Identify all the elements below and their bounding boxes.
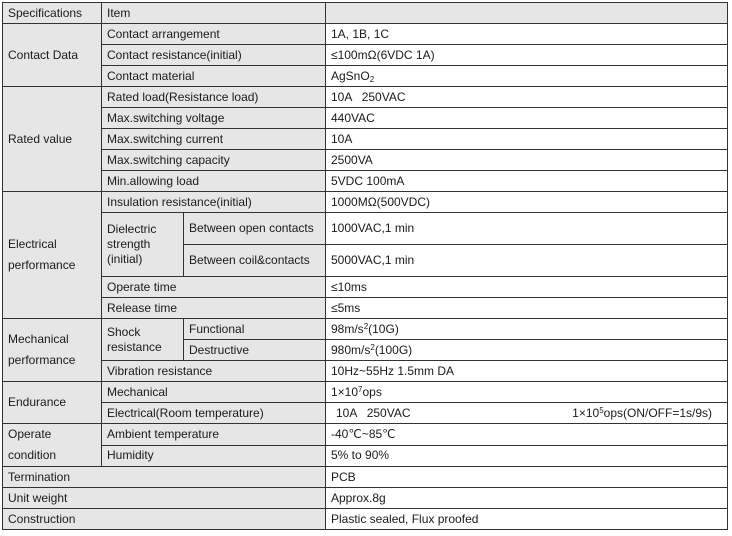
item-endurance-mechanical: Mechanical bbox=[102, 382, 326, 403]
table-row bbox=[3, 467, 728, 488]
header-item: Item bbox=[102, 3, 326, 24]
table-row bbox=[3, 66, 728, 87]
subgroup-label-line: (initial) bbox=[107, 252, 143, 266]
value-termination: PCB bbox=[326, 467, 728, 488]
value-tail: (10G) bbox=[368, 321, 399, 336]
value-shock-functional bbox=[326, 319, 728, 340]
group-label-line: performance bbox=[8, 353, 76, 367]
value-main: 98m/s bbox=[331, 321, 364, 336]
subgroup-label-line: resistance bbox=[107, 339, 162, 354]
value-superscript: 5 bbox=[599, 405, 604, 415]
value-unit-weight: Approx.8g bbox=[326, 488, 728, 509]
value-release-time: ≤5ms bbox=[326, 298, 728, 319]
table-row bbox=[3, 277, 728, 298]
group-operate-condition bbox=[3, 424, 102, 467]
group-label-line: Operate bbox=[8, 427, 52, 441]
table-row bbox=[3, 319, 728, 340]
value-shock-destructive bbox=[326, 340, 728, 361]
value-vibration-resistance: 10Hz~55Hz 1.5mm DA bbox=[326, 361, 728, 382]
item-humidity: Humidity bbox=[102, 445, 326, 467]
value-construction: Plastic sealed, Flux proofed bbox=[326, 509, 728, 530]
value-contact-resistance: ≤100mΩ(6VDC 1A) bbox=[326, 45, 728, 66]
value-main: 980m/s bbox=[331, 342, 371, 357]
header-specifications: Specifications bbox=[3, 3, 102, 24]
table-row bbox=[3, 45, 728, 66]
item-rated-load: Rated load(Resistance load) bbox=[102, 87, 326, 108]
table-row bbox=[3, 129, 728, 150]
item-contact-arrangement: Contact arrangement bbox=[102, 24, 326, 45]
value-contact-material bbox=[326, 66, 728, 87]
group-label-line: performance bbox=[8, 258, 76, 272]
value-min-allowing-load: 5VDC 100mA bbox=[326, 171, 728, 192]
value-right bbox=[572, 406, 712, 421]
value-ambient-temperature: -40℃~85℃ bbox=[326, 424, 728, 446]
subgroup-label-line: Shock bbox=[107, 324, 141, 339]
group-mechanical-performance bbox=[3, 319, 102, 382]
value-max-switching-voltage: 440VAC bbox=[326, 108, 728, 129]
subgroup-label-line: strength bbox=[107, 237, 151, 251]
item-vibration-resistance: Vibration resistance bbox=[102, 361, 326, 382]
table-row bbox=[3, 424, 728, 446]
table-row bbox=[3, 87, 728, 108]
value-superscript: 2 bbox=[363, 321, 369, 331]
value-rated-load: 10A 250VAC bbox=[326, 87, 728, 108]
table-row bbox=[3, 361, 728, 382]
value-between-coil-contacts: 5000VAC,1 min bbox=[326, 245, 728, 277]
value-main: AgSnO bbox=[331, 68, 370, 83]
value-left: 10A 250VAC bbox=[336, 405, 411, 420]
item-construction: Construction bbox=[3, 509, 326, 530]
value-humidity: 5% to 90% bbox=[326, 445, 728, 467]
table-row bbox=[3, 213, 728, 245]
value-superscript: 2 bbox=[370, 342, 375, 352]
item-unit-weight: Unit weight bbox=[3, 488, 326, 509]
table-row bbox=[3, 298, 728, 319]
table-row bbox=[3, 445, 728, 467]
group-label-line: Mechanical bbox=[8, 332, 69, 346]
item-endurance-electrical: Electrical(Room temperature) bbox=[102, 403, 326, 424]
item-release-time: Release time bbox=[102, 298, 326, 319]
item-termination: Termination bbox=[3, 467, 326, 488]
table-header-row bbox=[3, 3, 728, 24]
item-insulation-resistance: Insulation resistance(initial) bbox=[102, 192, 326, 213]
value-contact-arrangement: 1A, 1B, 1C bbox=[326, 24, 728, 45]
value-tail: ops(ON/OFF=1s/9s) bbox=[603, 405, 712, 420]
table-row bbox=[3, 108, 728, 129]
subgroup-label-line: Dielectric bbox=[107, 222, 157, 236]
value-endurance-electrical bbox=[326, 403, 728, 424]
item-min-allowing-load: Min.allowing load bbox=[102, 171, 326, 192]
item-contact-resistance: Contact resistance(initial) bbox=[102, 45, 326, 66]
table-row bbox=[3, 488, 728, 509]
item-between-coil-contacts: Between coil&contacts bbox=[184, 245, 326, 277]
table-row bbox=[3, 24, 728, 45]
value-superscript: 7 bbox=[358, 384, 363, 394]
group-endurance: Endurance bbox=[3, 382, 102, 424]
item-shock-functional: Functional bbox=[184, 319, 326, 340]
table-row bbox=[3, 192, 728, 213]
item-between-open-contacts: Between open contacts bbox=[184, 213, 326, 245]
group-electrical-performance bbox=[3, 192, 102, 319]
item-max-switching-current: Max.switching current bbox=[102, 129, 326, 150]
value-max-switching-capacity: 2500VA bbox=[326, 150, 728, 171]
table-row bbox=[3, 382, 728, 403]
value-subscript: 2 bbox=[369, 74, 375, 84]
group-label-line: condition bbox=[8, 448, 57, 462]
group-label-line: Electrical bbox=[8, 237, 57, 251]
group-rated-value: Rated value bbox=[3, 87, 102, 192]
value-main: 1×10 bbox=[572, 405, 600, 420]
table-row bbox=[3, 150, 728, 171]
item-contact-material: Contact material bbox=[102, 66, 326, 87]
value-insulation-resistance: 1000MΩ(500VDC) bbox=[326, 192, 728, 213]
table-row bbox=[3, 403, 728, 424]
value-endurance-mechanical bbox=[326, 382, 728, 403]
subgroup-shock-resistance bbox=[102, 319, 184, 361]
group-contact-data: Contact Data bbox=[3, 24, 102, 87]
value-max-switching-current: 10A bbox=[326, 129, 728, 150]
item-max-switching-voltage: Max.switching voltage bbox=[102, 108, 326, 129]
value-main: 1×10 bbox=[331, 384, 359, 399]
value-tail: (100G) bbox=[374, 342, 413, 357]
subgroup-dielectric-strength bbox=[102, 213, 184, 277]
item-operate-time: Operate time bbox=[102, 277, 326, 298]
item-shock-destructive: Destructive bbox=[184, 340, 326, 361]
item-max-switching-capacity: Max.switching capacity bbox=[102, 150, 326, 171]
value-between-open-contacts: 1000VAC,1 min bbox=[326, 213, 728, 245]
value-operate-time: ≤10ms bbox=[326, 277, 728, 298]
specifications-table bbox=[2, 2, 728, 530]
header-value bbox=[326, 3, 728, 24]
table-row bbox=[3, 171, 728, 192]
value-tail: ops bbox=[362, 384, 382, 399]
item-ambient-temperature: Ambient temperature bbox=[102, 424, 326, 446]
table-row bbox=[3, 509, 728, 530]
